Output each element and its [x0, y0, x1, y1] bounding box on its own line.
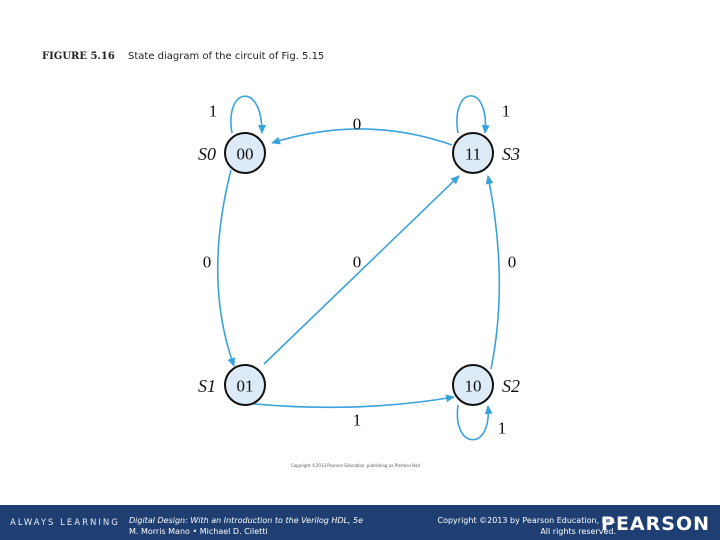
- label-s1-s3: 0: [352, 252, 362, 272]
- transition-s0-s1: [218, 170, 234, 366]
- transition-s2-s3: [488, 176, 499, 369]
- state-s2-code: 10: [464, 376, 482, 396]
- label-s1-s2: 1: [352, 410, 362, 430]
- footer-copyright: [437, 515, 616, 537]
- footer-copyright-line1: Copyright ©2013 by Pearson Education, Inc.: [437, 516, 616, 525]
- figure-copyright: Copyright ©2013 Pearson Education, publishing as Prentice Hall: [291, 463, 420, 468]
- state-s3-code: 11: [464, 144, 482, 164]
- transition-s2-s2: [457, 405, 488, 440]
- transition-s0-s0: [231, 96, 262, 133]
- label-s3-s3: 1: [501, 101, 511, 121]
- state-s2-name: S2: [502, 376, 520, 396]
- footer-book-title: Digital Design: With an Introduction to the Verilog HDL, 5e: [129, 516, 364, 525]
- state-s1-name: S1: [198, 376, 216, 396]
- transition-s3-s3: [457, 96, 485, 133]
- footer-authors: M. Morris Mano • Michael D. Ciletti: [129, 527, 268, 536]
- state-s0-code: 00: [236, 144, 254, 164]
- transition-s3-s0: [272, 129, 452, 145]
- transition-s1-s3: [264, 176, 459, 364]
- footer-copyright-line2: All rights reserved.: [540, 527, 616, 536]
- state-s3-name: S3: [502, 144, 520, 164]
- figure-caption-text: State diagram of the circuit of Fig. 5.15: [128, 51, 325, 62]
- state-s0-name: S0: [198, 144, 216, 164]
- label-s2-s3: 0: [507, 252, 517, 272]
- pearson-logo: PEARSON: [601, 513, 710, 535]
- label-s0-s0: 1: [208, 101, 218, 121]
- state-s1-code: 01: [236, 376, 254, 396]
- footer-tagline: ALWAYS LEARNING: [10, 518, 120, 528]
- label-s3-s0: 0: [352, 114, 362, 134]
- label-s0-s1: 0: [202, 252, 212, 272]
- footer-book-info: [129, 515, 363, 537]
- transition-s1-s2: [244, 397, 454, 407]
- footer-bar: [0, 505, 720, 540]
- label-s2-s2: 1: [497, 418, 507, 438]
- figure-label: FIGURE 5.16: [42, 51, 115, 62]
